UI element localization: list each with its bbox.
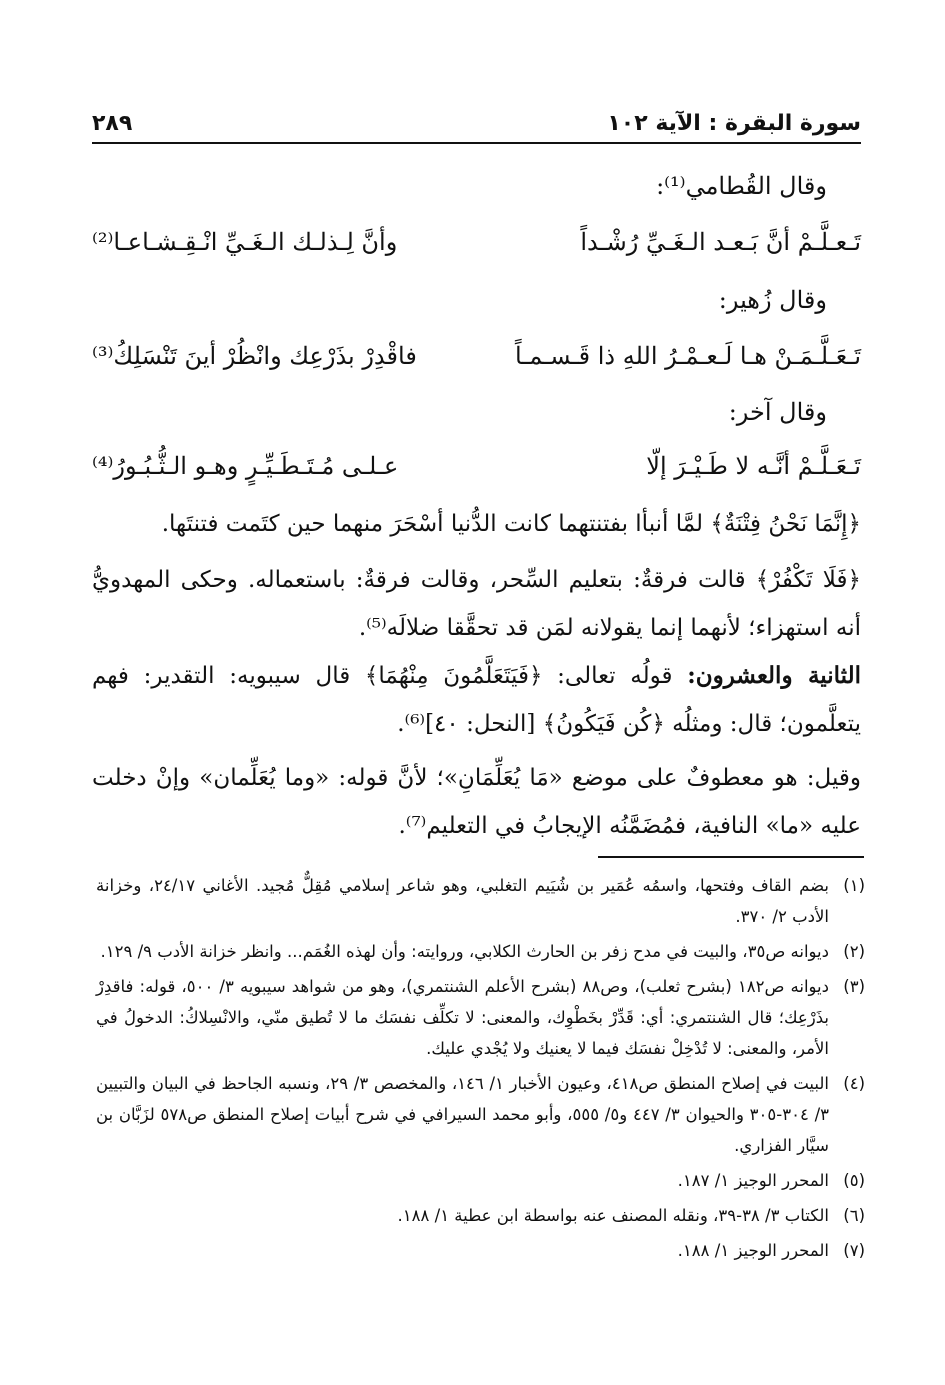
footnote-number: (٦) <box>843 1206 865 1225</box>
footnote-number: (٥) <box>843 1171 865 1190</box>
footnote-number: (٤) <box>843 1074 865 1093</box>
footnote-text: البيت في إصلاح المنطق ص٤١٨، وعيون الأخبار ١/ ١٤٦، والمخصص ٣/ ٢٩، ونسبه الجاحظ في البيان والتبيين ٣/ ٣٠٤-٣٠٥ والحيوان ٣/ ٤٤٧ و٥/ ٥٥٥، وأبو محمد السيرافي في شرح أبيات إصلاح المنطق ص٥٧٨ لزَبَّان بن سيَّار الفزاري. <box>96 1074 830 1155</box>
paragraph-fitna: ﴿إِنَّمَا نَحْنُ فِتْنَةٌ﴾ لمَّا أنبأا بفتنتهما كانت الدُّنيا أسْحَرَ منهما حين كتَمت فتنتَها. <box>161 511 861 537</box>
verse-3-hemistich-1: تَـعَـلَّـمْ أنَّـه لا طَـيْـرَ إلّا <box>646 452 861 480</box>
page-number: ٢٨٩ <box>92 111 133 136</box>
footnote <box>96 870 865 932</box>
intro-akhar: وقال آخر: <box>728 398 827 426</box>
footnote-text: المحرر الوجيز ١/ ١٨٧. <box>677 1171 829 1190</box>
verse-2-hemistich-1: تَـعَـلَّـمَـنْ هـا لَـعـمْـرُ اللهِ ذا قَـسـمـاً <box>514 342 861 370</box>
verse-2-hemistich-2: فاقْدِرْ بذَرْعِك وانْظُرْ أينَ تَنْسَلِكُ⁽³⁾ <box>92 342 417 370</box>
intro-zuhair: وقال زُهير: <box>718 286 827 314</box>
intro-qutami: وقال القُطامي⁽¹⁾: <box>656 172 827 200</box>
verse-1-hemistich-2: وأنَّ لِـذلـك الـغَـيِّ انْـقِـشـاعـا⁽²⁾ <box>92 228 398 256</box>
running-header <box>92 100 861 144</box>
paragraph-qila: وقيل: هو معطوفٌ على موضع «مَا يُعَلِّمَانِ»؛ لأنَّ قوله: «وما يُعَلِّمان» وإنْ دخلت عليه «ما» النافية، فمُضَمَّنُه الإيجابُ في التعليم⁽⁷⁾. <box>92 765 861 839</box>
verse-1 <box>92 228 861 256</box>
chapter-title: سورة البقرة : الآية ١٠٢ <box>607 111 861 136</box>
footnote <box>96 1235 865 1266</box>
footnote-text: ديوانه ص٣٥، والبيت في مدح زفر بن الحارث الكلابي، وروايته: وأن لهذه الغُمَم... وانظر خزانة الأدب ٩/ ١٢٩. <box>100 942 829 961</box>
footnote-text: ديوانه ص١٨٢ (بشرح ثعلب)، وص٨٨ (بشرح الأعلم الشنتمري)، وهو من شواهد سيبويه ٣/ ٥٠٠، قوله: فاقدِرْ بذَرْعِك؛ قال الشنتمري: أي: قَدِّرْ بخَطْوِك، والمعنى: لا تكلِّف نفسَك ما لا تُطيق منّي، والانْسِلاكُ: الدخولُ في الأمر، والمعنى: لا تُدْخِلْ نفسَك فيما لا يعنيك ولا يُجْدي عليك. <box>96 977 829 1058</box>
footnote-separator <box>598 856 864 858</box>
footnote-number: (٢) <box>843 942 865 961</box>
verse-3-hemistich-2: عـلـى مُـتَـطَـيِّـرٍ وهـو الـثُّـبُـورُ⁽⁴⁾ <box>92 452 399 480</box>
footnote <box>96 936 865 967</box>
footnote <box>96 1068 865 1161</box>
footnote-text: بضم القاف وفتحها، واسمُه عُمَير بن شُيَيم التغلبي، وهو شاعر إسلامي مُقِلٌّ مُجيد. الأغاني ٢٤/١٧، وخزانة الأدب ٢/ ٣٧٠. <box>96 876 829 926</box>
footnote-text: المحرر الوجيز ١/ ١٨٨. <box>677 1241 829 1260</box>
verse-2 <box>92 342 861 370</box>
paragraph-la-takfur: ﴿فَلَا تَكْفُرْ﴾ قالت فرقةٌ: بتعليم السِّحر، وقالت فرقةٌ: باستعماله. وحكى المهدويُّ أنه استهزاء؛ لأنهما إنما يقولانه لمَن قد تحقَّقا ضلالَه⁽⁵⁾. <box>92 567 861 641</box>
footnotes <box>96 870 865 1270</box>
footnote <box>96 1200 865 1231</box>
paragraph-22-lead: الثانية والعشرون: <box>687 662 861 689</box>
verse-1-hemistich-1: تَـعـلَّـمْ أنَّ بَـعـد الـغَـيِّ رُشْـداً <box>580 228 861 256</box>
footnote <box>96 1165 865 1196</box>
paragraph-22-text: قولُه تعالى: ﴿فَيَتَعَلَّمُونَ مِنْهُمَا﴾ قال سيبويه: التقدير: فهم يتعلَّمون؛ قال: ومثلُه ﴿كُن فَيَكُونُ﴾ [النحل: ٤٠]⁽⁶⁾. <box>92 663 861 737</box>
footnote-number: (٣) <box>843 977 865 996</box>
verse-3 <box>92 452 861 480</box>
footnote-text: الكتاب ٣/ ٣٨-٣٩، ونقله المصنف عنه بواسطة ابن عطية ١/ ١٨٨. <box>397 1206 829 1225</box>
paragraph-22 <box>92 652 861 748</box>
footnote <box>96 971 865 1064</box>
footnote-number: (١) <box>843 876 865 895</box>
footnote-number: (٧) <box>843 1241 865 1260</box>
